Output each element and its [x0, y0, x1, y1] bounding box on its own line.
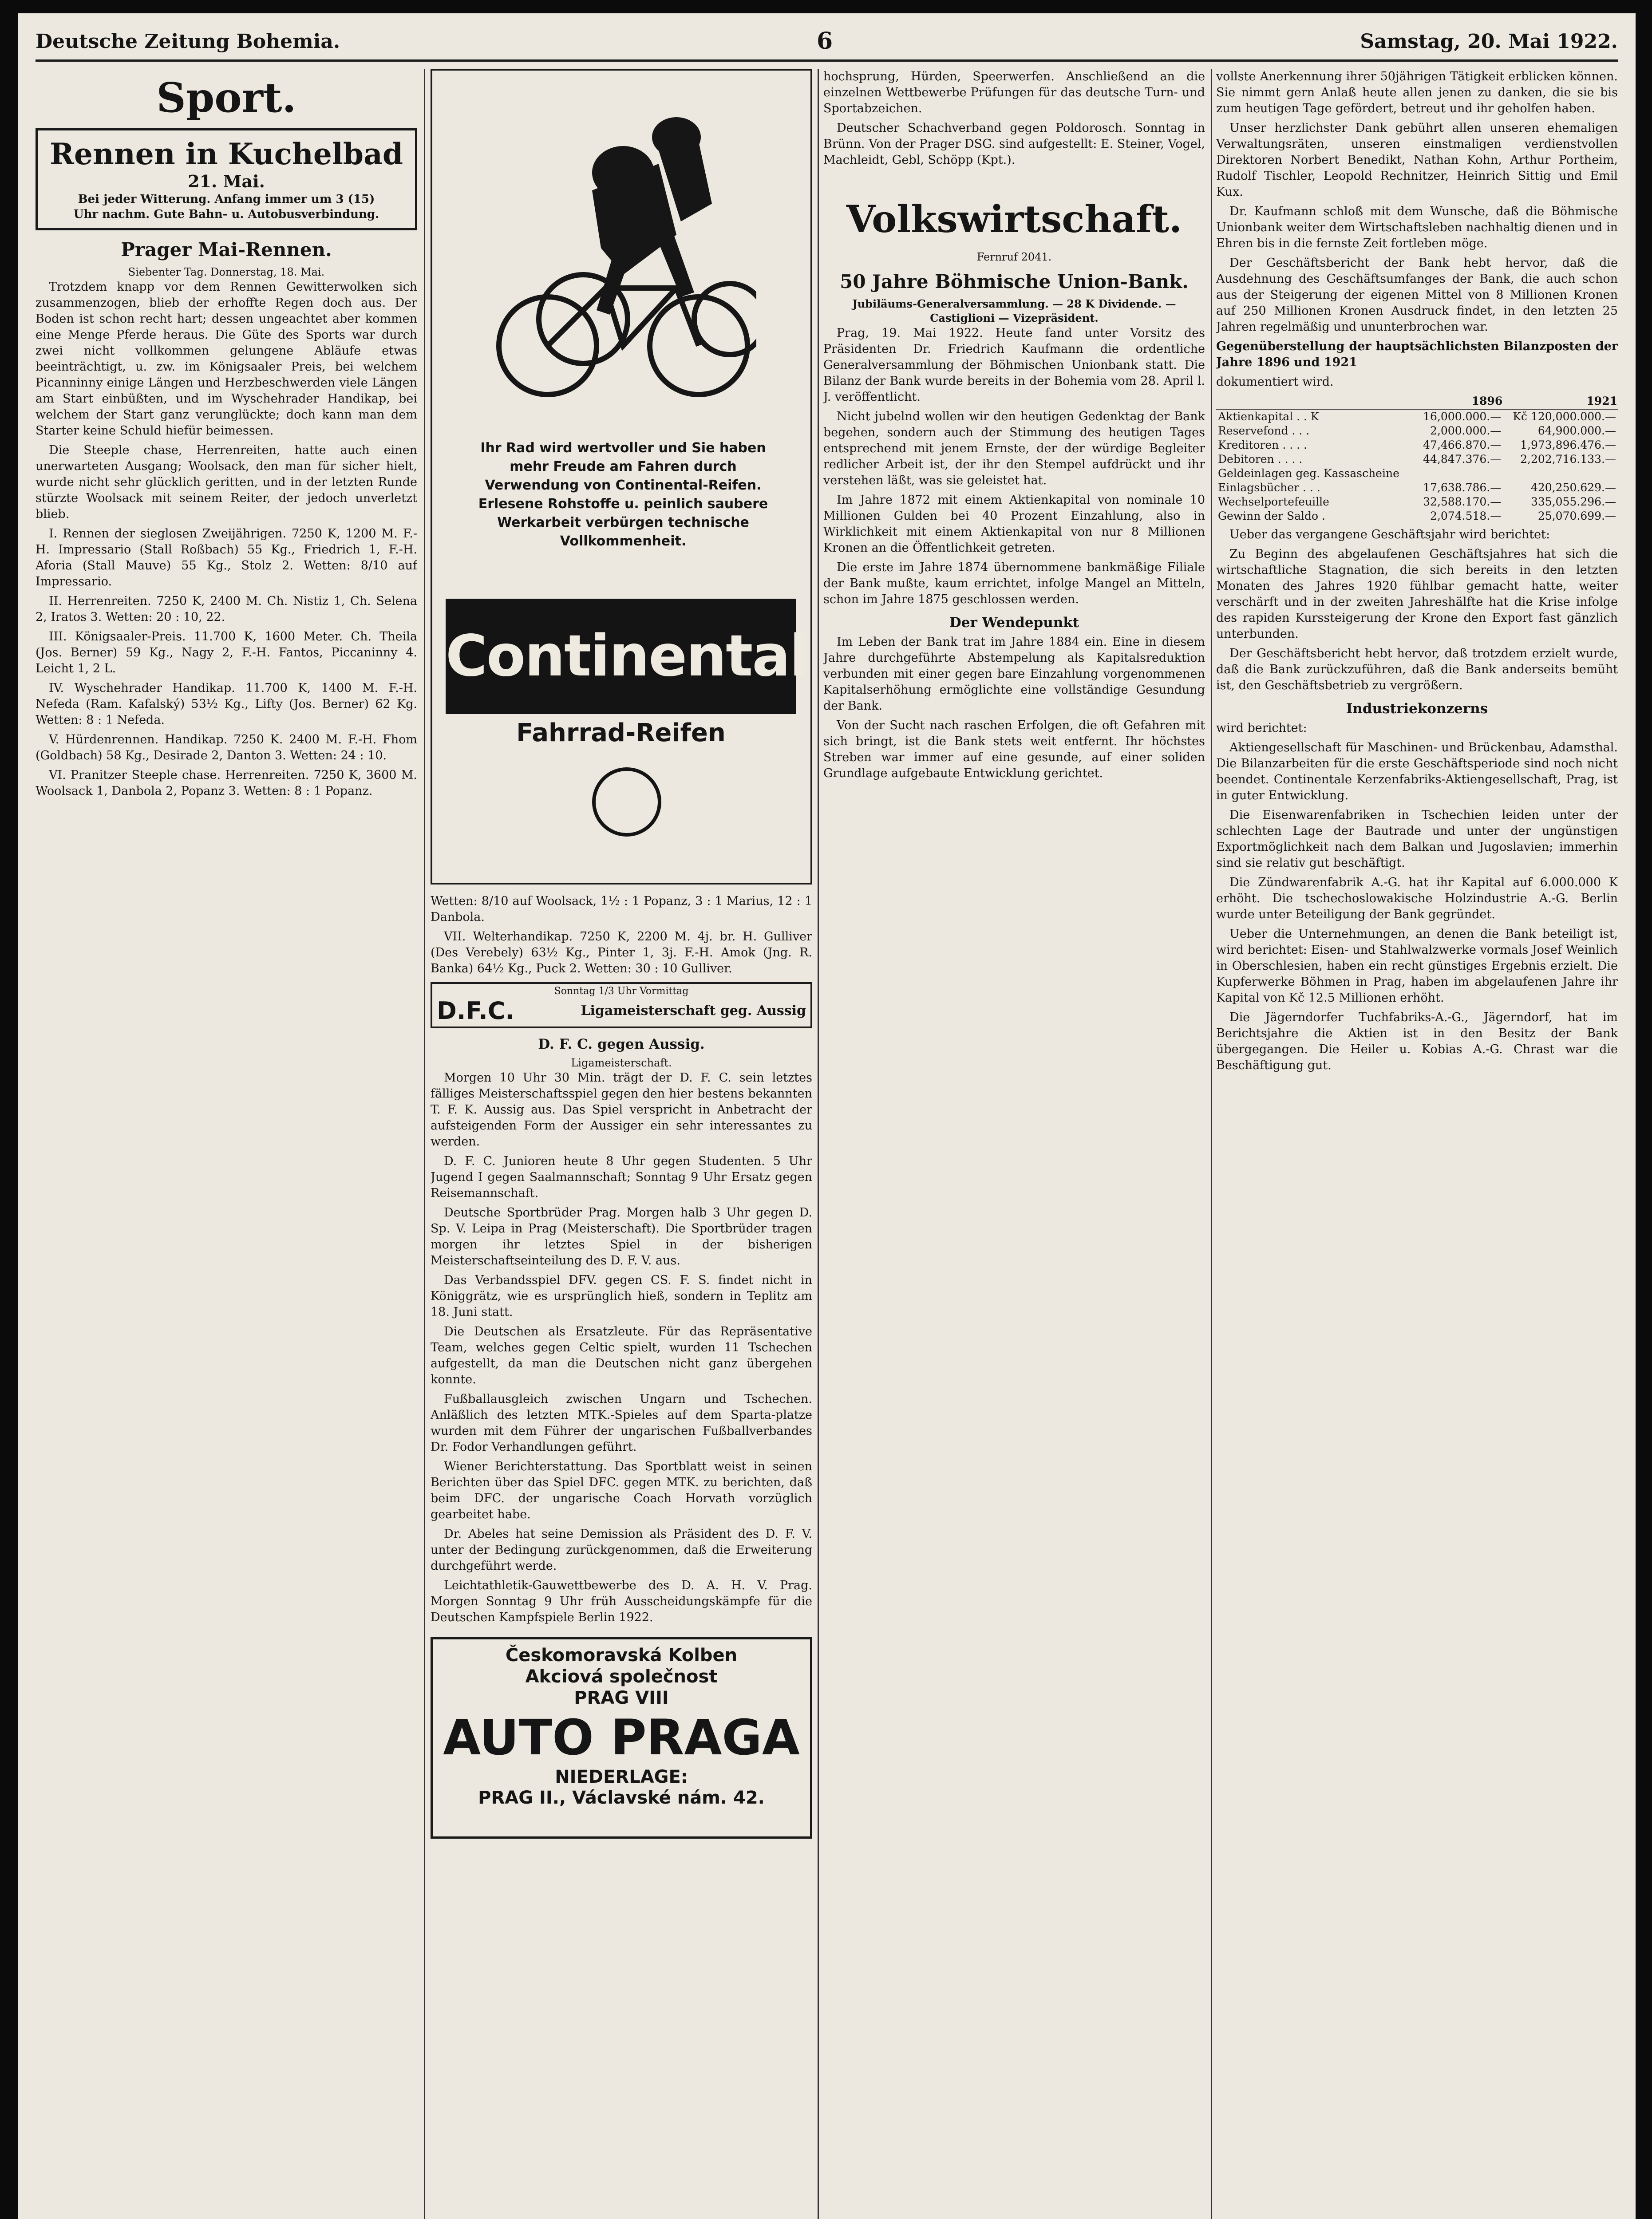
- table-cell: Gewinn der Saldo .: [1218, 509, 1325, 522]
- article-paragraph: Deutscher Schachverband gegen Poldorosch. Sonntag in Brünn. Von der Prager DSG. sind aufgestellt: E. Steiner, Vogel, Machleidt, Gebl, Schöpp (Kpt.).: [823, 121, 1205, 167]
- table-header: 1921: [1503, 394, 1618, 409]
- table-cell: 32,588.170.—: [1423, 495, 1502, 508]
- dfc-match-time: Sonntag 1/3 Uhr Vormittag: [554, 986, 689, 997]
- article-paragraph: Unser herzlichster Dank gebührt allen unseren ehemaligen Verwaltungsräten, unseren einstmaligen verdienstvollen Direktoren Norbert Benedikt, Nathan Kohn, Arthur Portheim, Rudolf Tischler, Leopold Rechnitzer, Heinrich Sittig und Emil Kux.: [1216, 121, 1618, 199]
- issue-date: Samstag, 20. Mai 1922.: [1360, 30, 1618, 53]
- article-heading: 50 Jahre Böhmische Union-Bank.: [840, 271, 1189, 292]
- column-rule: [818, 69, 819, 2219]
- sport-column-2: [431, 69, 812, 2219]
- continental-logo: Continental: [446, 599, 796, 714]
- table-row: [1216, 424, 1618, 438]
- table-cell: Reservefond . . .: [1218, 424, 1310, 437]
- article-paragraph: Von der Sucht nach raschen Erfolgen, die oft Gefahren mit sich bringt, ist die Bank stets weit entfernt. Ihr höchstes Streben war immer auf eine gesunde, auf einer soliden Grundlage aufgebaute Entwicklung gerichtet.: [823, 719, 1205, 780]
- table-cell: Geldeinlagen geg. Kassascheine: [1218, 467, 1399, 480]
- table-cell: Kreditoren . . . .: [1218, 438, 1307, 451]
- article-paragraph: Der Geschäftsbericht hebt hervor, daß trotzdem erzielt wurde, daß die Bank zurückzuführen, daß die Bank anderseits bemüht ist, den Geschäftsbetrieb zu vergrößern.: [1216, 647, 1618, 692]
- table-header: 1896: [1415, 394, 1503, 409]
- article-dateline: Siebenter Tag. Donnerstag, 18. Mai.: [128, 266, 325, 278]
- article-paragraph: Dr. Kaufmann schloß mit dem Wunsche, daß die Böhmische Unionbank weiter dem Wirtschaftsleben nachhaltig dienen und in Ehren bis in die fernste Zeit fortleben möge.: [1216, 205, 1618, 250]
- continental-tagline: Ihr Rad wird wertvoller und Sie haben mehr Freude am Fahren durch Verwendung von Continental-Reifen. Erlesene Rohstoffe u. peinlich saubere Werkarbeit verbürgen technische Vollkommenheit.: [478, 440, 768, 549]
- table-heading: Gegenüberstellung der hauptsächlichsten Bilanzposten der Jahre 1896 und 1921: [1216, 340, 1618, 369]
- race-result: VI. Pranitzer Steeple chase. Herrenreiten. 7250 K, 3600 M. Woolsack 1, Danbola 2, Popanz 3. Wetten: 8 : 1 Popanz.: [36, 768, 417, 798]
- table-cell: 44,847.376.—: [1423, 453, 1502, 466]
- balance-table: [1216, 394, 1618, 523]
- article-paragraph: wird berichtet:: [1216, 721, 1307, 735]
- sport-column: [36, 69, 417, 2219]
- table-cell: 2,000.000.—: [1430, 424, 1502, 437]
- article-paragraph: Morgen 10 Uhr 30 Min. trägt der D. F. C. sein letztes fälliges Meisterschaftsspiel gegen den hier bestens bekannten T. F. K. Aussig aus. Das Spiel verspricht in Anbetracht der aufsteigenden Form der Aussiger ein sehr interessantes zu werden.: [431, 1071, 812, 1149]
- table-row: [1216, 438, 1618, 452]
- continental-product: Fahrrad-Reifen: [516, 719, 726, 747]
- phone-line: Fernruf 2041.: [976, 251, 1052, 263]
- article-paragraph: Dr. Abeles hat seine Demission als Präsident des D. F. V. unter der Bedingung zurückgenommen, daß die Erweiterung durchgeführt werde.: [431, 1527, 812, 1573]
- race-ad-title: Rennen in Kuchelbad: [50, 137, 403, 171]
- newspaper-page: [18, 13, 1636, 2219]
- masthead: [36, 20, 1618, 62]
- kuchelbad-race-ad: [36, 128, 417, 230]
- table-row: [1216, 481, 1618, 495]
- article-heading: D. F. C. gegen Aussig.: [538, 1036, 705, 1052]
- article-paragraph: Zu Beginn des abgelaufenen Geschäftsjahres hat sich die wirtschaftliche Stagnation, die sich bereits in den letzten Monaten des Jahres 1920 fühlbar gemacht hatte, weiter verschärft und in der zweiten Jahreshälfte hat die Krise infolge des rapiden Kurssteigerung der Krone den Export fast gänzlich unterbunden.: [1216, 547, 1618, 641]
- race-result: II. Herrenreiten. 7250 K, 2400 M. Ch. Nistiz 1, Ch. Selena 2, Iratos 3. Wetten: 20 : 10, 22.: [36, 594, 417, 624]
- praga-brand: AUTO PRAGA: [443, 1709, 800, 1766]
- article-paragraph: Die Deutschen als Ersatzleute. Für das Repräsentative Team, welches gegen Celtic spielt, wurden 11 Tschechen aufgestellt, da man die Deutschen nicht ganz übergehen konnte.: [431, 1325, 812, 1386]
- table-cell: 64,900.000.—: [1537, 424, 1616, 437]
- article-paragraph: Ueber die Unternehmungen, an denen die Bank beteiligt ist, wird berichtet: Eisen- und Stahlwalzwerke vormals Josef Weinlich in Oberschlesien, haben ein recht günstiges Ergebnis erzielt. Die Kupferwerke Böhmen in Prag, haben im abgelaufenen Jahre ihr Kapital von Kč 12.5 Millionen erhöht.: [1216, 927, 1618, 1005]
- article-paragraph: Deutsche Sportbrüder Prag. Morgen halb 3 Uhr gegen D. Sp. V. Leipa in Prag (Meisterschaft). Die Sportbrüder tragen morgen ihr letztes Spiel in der bisherigen Meisterschaftseinteilung des D. F. V. aus.: [431, 1206, 812, 1267]
- table-cell: 2,074.518.—: [1430, 509, 1502, 522]
- article-subheading: Der Wendepunkt: [949, 615, 1079, 631]
- article-paragraph: Das Verbandsspiel DFV. gegen CS. F. S. findet nicht in Königgrätz, wie es ursprünglich hieß, sondern in Teplitz am 18. Juni statt.: [431, 1273, 812, 1319]
- article-paragraph: Trotzdem knapp vor dem Rennen Gewitterwolken sich zusammenzogen, blieb der erhoffte Regen doch aus. Der Boden ist schon recht hart; dessen ungeachtet aber kommen eine Menge Pferde heraus. Die Güte des Sports war durch zwei nicht vollkommen gelungene Abläufe etwas beeinträchtigt, u. zw. im Königsaaler Preis, bei welchem Picanninny einige Längen und Herzbeschwerden viele Längen am Start einbüßten, und im Wyschehrader Handikap, bei welchem der Start ganz verunglückte; doch kann man dem Starter keine Schuld hiefür beimessen.: [36, 280, 417, 438]
- continental-ad: [431, 69, 812, 884]
- table-cell: 2,202,716.133.—: [1520, 453, 1616, 466]
- table-row: [1216, 452, 1618, 466]
- table-row: [1216, 509, 1618, 523]
- table-row: [1216, 466, 1618, 481]
- table-cell: Wechselportefeuille: [1218, 495, 1329, 508]
- table-cell: 420,250.629.—: [1531, 481, 1616, 494]
- table-cell: 47,466.870.—: [1423, 438, 1502, 451]
- article-paragraph: Aktiengesellschaft für Maschinen- und Brückenbau, Adamsthal. Die Bilanzarbeiten für die erste Geschäftsperiode sind noch nicht beendet. Continentale Kerzenfabriks-Aktiengesellschaft, Prag, ist in guter Entwicklung.: [1216, 741, 1618, 802]
- race-ad-line: Uhr nachm. Gute Bahn- u. Autobusverbindung.: [73, 208, 379, 221]
- article-subheading: Ligameisterschaft.: [571, 1057, 672, 1069]
- table-cell: 16,000.000.—: [1423, 410, 1502, 423]
- article-subheading: Jubiläums-Generalversammlung. — 28 K Dividende. — Castiglioni — Vizepräsident.: [852, 297, 1176, 324]
- race-result: IV. Wyschehrader Handikap. 11.700 K, 1400 M. F.-H. Nefeda (Ram. Kafalský) 53½ Kg., Lifty (Jos. Berner) 62 Kg. Wetten: 8 : 1 Nefeda.: [36, 681, 417, 727]
- article-paragraph: Die Eisenwarenfabriken in Tschechien leiden unter der schlechten Lage der Bautrade und unter der ungünstigen Exportmöglichkeit nach dem Balkan und Jugoslavien; immerhin sind sie relativ gut beschäftigt.: [1216, 808, 1618, 870]
- table-header: [1216, 394, 1415, 409]
- article-paragraph: vollste Anerkennung ihrer 50jährigen Tätigkeit erblicken können. Sie nimmt gern Anlaß heute allen jenen zu danken, die sie bis zum heutigen Tage gefördert, betreut und ihr geholfen haben.: [1216, 70, 1618, 115]
- race-result: I. Rennen der sieglosen Zweijährigen. 7250 K, 1200 M. F.-H. Impressario (Stall Roßbach) 55 Kg., Friedrich 1, F.-H. Aforia (Stall Mauve) 55 Kg., Stolz 2. Wetten: 8/10 auf Impressario.: [36, 527, 417, 588]
- auto-praga-ad: [431, 1637, 812, 1839]
- table-row: [1216, 409, 1618, 424]
- article-paragraph: Leichtathletik-Gauwettbewerbe des D. A. H. V. Prag. Morgen Sonntag 9 Uhr früh Ausscheidungskämpfe für die Deutschen Kampfspiele Berlin 1922.: [431, 1579, 812, 1624]
- article-paragraph: Prag, 19. Mai 1922. Heute fand unter Vorsitz des Präsidenten Dr. Friedrich Kaufmann die ordentliche Generalversammlung der Böhmischen Unionbank statt. Die Bilanz der Bank wurde bereits in der Bohemia vom 28. April l. J. veröffentlicht.: [823, 326, 1205, 404]
- race-ad-date: 21. Mai.: [188, 171, 265, 191]
- article-paragraph: Im Jahre 1872 mit einem Aktienkapital von nominale 10 Millionen Gulden bei 40 Prozent Einzahlung, also in Wirklichkeit mit einem Aktienkapital von nur 8 Millionen Kronen an die Öffentlichkeit getreten.: [823, 493, 1205, 555]
- praga-store-label: NIEDERLAGE:: [555, 1767, 688, 1787]
- dfc-club-name: D.F.C.: [437, 997, 514, 1025]
- race-result: III. Königsaaler-Preis. 11.700 K, 1600 Meter. Ch. Theila (Jos. Berner) 59 Kg., Nagy 2, F.-H. Fantos, Piccaninny 4. Leicht 1, 2 L.: [36, 630, 417, 675]
- article-paragraph: D. F. C. Junioren heute 8 Uhr gegen Studenten. 5 Uhr Jugend I gegen Saalmannschaft; Sonntag 9 Uhr Ersatz gegen Reisemannschaft.: [431, 1154, 812, 1200]
- table-cell: 17,638.786.—: [1423, 481, 1502, 494]
- praga-company: Českomoravská Kolben: [505, 1645, 738, 1666]
- table-cell: [1415, 466, 1503, 481]
- table-note: dokumentiert wird.: [1216, 375, 1334, 389]
- economy-section-title: Volkswirtschaft.: [846, 197, 1182, 241]
- table-cell: 335,055.296.—: [1531, 495, 1616, 508]
- newspaper-name: Deutsche Zeitung Bohemia.: [36, 30, 340, 53]
- article-paragraph: Fußballausgleich zwischen Ungarn und Tschechen. Anläßlich des letzten MTK.-Spieles auf dem Sparta-platze wurden mit dem Führer der ungarischen Fußballverbandes Dr. Fodor Verhandlungen geführt.: [431, 1392, 812, 1454]
- praga-location: PRAG VIII: [574, 1688, 669, 1708]
- table-cell: 25,070.699.—: [1537, 509, 1616, 522]
- table-row: [1216, 495, 1618, 509]
- article-paragraph: Nicht jubelnd wollen wir den heutigen Gedenktag der Bank begehen, sondern auch der Stimmung des heutigen Tages entsprechend mit jenem Ernste, der der würdige Begleiter redlicher Arbeit ist, der ihr den Stempel aufdrückt und ihr verstehen läßt, was sie geleistet hat.: [823, 410, 1205, 487]
- dfc-match-ad: [431, 982, 812, 1028]
- article-paragraph: Die Jägerndorfer Tuchfabriks-A.-G., Jägerndorf, hat im Berichtsjahre die Aktien ist in den Besitz der Bank übergegangen. Die Heiler u. Kobias A.-G. Chrast war die Beschäftigung gut.: [1216, 1011, 1618, 1072]
- article-paragraph: Die Zündwarenfabrik A.-G. hat ihr Kapital auf 6.000.000 K erhöht. Die tschechoslowakische Holzindustrie A.-G. Berlin wurde unter Beteiligung der Bank gegründet.: [1216, 876, 1618, 921]
- page-number: 6: [817, 28, 833, 55]
- table-cell: 1,973,896.476.—: [1520, 438, 1616, 451]
- article-subheading: Industriekonzerns: [1346, 701, 1488, 717]
- article-paragraph: Wiener Berichterstattung. Das Sportblatt weist in seinen Berichten über das Spiel DFC. gegen MTK. zu berichten, daß beim DFC. der ungarische Coach Horvath vorzüglich gearbeitet habe.: [431, 1460, 812, 1521]
- horse-emblem-icon: [592, 767, 661, 837]
- race-result: V. Hürdenrennen. Handikap. 7250 K. 2400 M. F.-H. Fhom (Goldbach) 58 Kg., Desirade 2, Danton 3. Wetten: 24 : 10.: [36, 733, 417, 762]
- race-result: VII. Welterhandikap. 7250 K, 2200 M. 4j. br. H. Gulliver (Des Verebely) 63½ Kg., Pinter 1, 3j. F.-H. Amok (Jng. R. Banka) 64½ Kg., Puck 2. Wetten: 30 : 10 Gulliver.: [431, 930, 812, 975]
- praga-address: PRAG II., Václavské nám. 42.: [478, 1788, 765, 1808]
- praga-company-form: Akciová společnost: [525, 1666, 718, 1687]
- article-paragraph: hochsprung, Hürden, Speerwerfen. Anschließend an die einzelnen Wettbewerbe Prüfungen für das deutsche Turn- und Sportabzeichen.: [823, 70, 1205, 115]
- article-paragraph: Die erste im Jahre 1874 übernommene bankmäßige Filiale der Bank mußte, kaum errichtet, infolge Mangel an Mitteln, schon im Jahre 1875 geschlossen werden.: [823, 561, 1205, 606]
- table-cell: [1503, 466, 1618, 481]
- economy-column: [823, 69, 1205, 2219]
- table-cell: Debitoren . . . .: [1218, 453, 1303, 466]
- table-cell: Aktienkapital . . K: [1218, 410, 1319, 423]
- article-paragraph: Ueber das vergangene Geschäftsjahr wird berichtet:: [1229, 528, 1550, 541]
- column-rule: [1211, 69, 1212, 2219]
- article-paragraph: Der Geschäftsbericht der Bank hebt hervor, daß die Ausdehnung des Geschäftsumfanges der Bank, die auch schon aus der Steigerung der eigenen Mittel von 8 Millionen Kronen auf 250 Millionen Kronen Ausdruck findet, in den letzten 25 Jahren regelmäßig und ununterbrochen war.: [1216, 256, 1618, 334]
- article-paragraph: Die Steeple chase, Herrenreiten, hatte auch einen unerwarteten Ausgang; Woolsack, den man für sicher hielt, wurde nicht sehr glücklich geritten, und in der letzten Runde stürzte Woolsack mit seinem Reiter, der jedoch unverletzt blieb.: [36, 443, 417, 521]
- race-ad-line: Bei jeder Witterung. Anfang immer um 3 (15): [78, 193, 375, 206]
- dfc-match-title: Ligameisterschaft geg. Aussig: [581, 1003, 806, 1019]
- table-cell: Kč 120,000.000.—: [1513, 410, 1616, 423]
- economy-column-2: [1216, 69, 1618, 2219]
- sport-section-title: Sport.: [156, 74, 296, 122]
- betting-line: Wetten: 8/10 auf Woolsack, 1½ : 1 Popanz, 3 : 1 Marius, 12 : 1 Danbola.: [431, 894, 812, 924]
- cyclist-illustration: [490, 88, 756, 408]
- article-paragraph: Im Leben der Bank trat im Jahre 1884 ein. Eine in diesem Jahre durchgeführte Abstempelung als Kapitalsreduktion verbunden mit einer gegen bare Einzahlung vorgenommenen Kapitalserhöhung ermöglichte eine vollständige Gesundung der Bank.: [823, 635, 1205, 713]
- table-cell: Einlagsbücher . . .: [1218, 481, 1320, 494]
- column-rule: [424, 69, 425, 2219]
- article-heading: Prager Mai-Rennen.: [121, 239, 332, 261]
